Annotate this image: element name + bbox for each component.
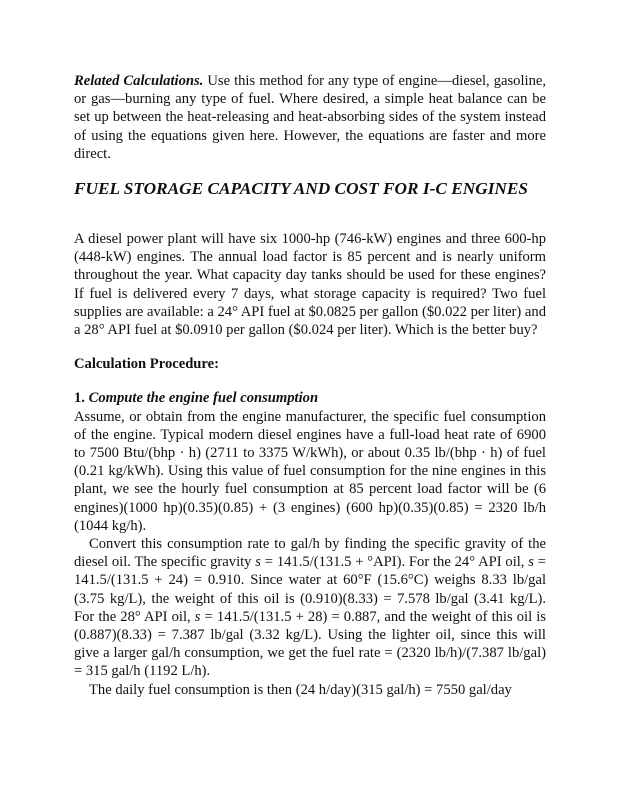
related-calculations-label: Related Calculations. [74, 73, 204, 89]
step-paragraph-1: Assume, or obtain from the engine manufacturer, the specific fuel consumption of the engine. Typical modern diesel engines have a full-load heat rate of 6900 to 7500 Btu/(bhp · h) (2711 to 3375 W/kWh), or about 0.35 lb/(bhp · h) of fuel (0.21 kg/kWh). Using this value of fuel consumption for the nine engines in this plant, we see the hourly fuel consumption at 85 percent load factor will be (6 engines)(1000 hp)(0.35)(0.85) + (3 engines) (600 hp)(0.35)(0.85) = 2320 lb/h (1044 kg/h). [74, 408, 546, 534]
problem-statement: A diesel power plant will have six 1000-hp (746-kW) engines and three 600-hp (448-kW) engines. The annual load factor is 85 percent and is nearly uniform throughout the year. What capacity day tanks should be used for these engines? If fuel is delivered every 7 days, what storage capacity is required? Two fuel supplies are available: a 24° API fuel at $0.0825 per gallon ($0.022 per liter) and a 28° API fuel at $0.0910 per gallon ($0.024 per liter). Which is the better buy? [74, 231, 546, 339]
variable-s: s [194, 608, 201, 625]
variable-s: s [255, 554, 261, 571]
related-calculations-text: Use this method for any type of engine—diesel, gasoline, or gas—burning any type of fuel. Where desired, a simple heat balance can be set up between the heat-releasing and heat-absorbing sides of the system instead of using the equations given here. However, the equations are faster and more direct. [74, 73, 546, 162]
related-calculations-paragraph [74, 72, 546, 163]
step-paragraph-3: The daily fuel consumption is then (24 h/day)(315 gal/h) = 7550 gal/day [89, 681, 512, 698]
procedure-heading: Calculation Procedure: [74, 356, 219, 373]
step-heading [74, 389, 546, 407]
variable-s: s [528, 554, 534, 571]
section-title: FUEL STORAGE CAPACITY AND COST FOR I-C ENGINES [74, 179, 529, 199]
page-content [74, 72, 546, 699]
step-number: 1. [74, 390, 85, 407]
step-paragraph-2: Convert this consumption rate to gal/h by finding the specific gravity of the diesel oil. The specific gravity s = 141.5/(131.5 + °API). For the 24° API oil, s = 141.5/(131.5 + 24) = 0.910. Since water at 60°F (15.6°C) weighs 8.33 lb/gal (3.75 kg/L), the weight of this oil is (0.910)(8.33) = 7.578 lb/gal (3.41 kg/L). For the 28° API oil, s = 141.5/(131.5 + 28) = 0.887, and the weight of this oil is (0.887)(8.33) = 7.387 lb/gal (3.32 kg/L). Using the lighter oil, since this will give a larger gal/h consumption, we get the fuel rate = (2320 lb/h)/(7.387 lb/gal) = 315 gal/h (1192 L/h). [74, 536, 546, 680]
step-title: Compute the engine fuel consumption [84, 390, 319, 407]
